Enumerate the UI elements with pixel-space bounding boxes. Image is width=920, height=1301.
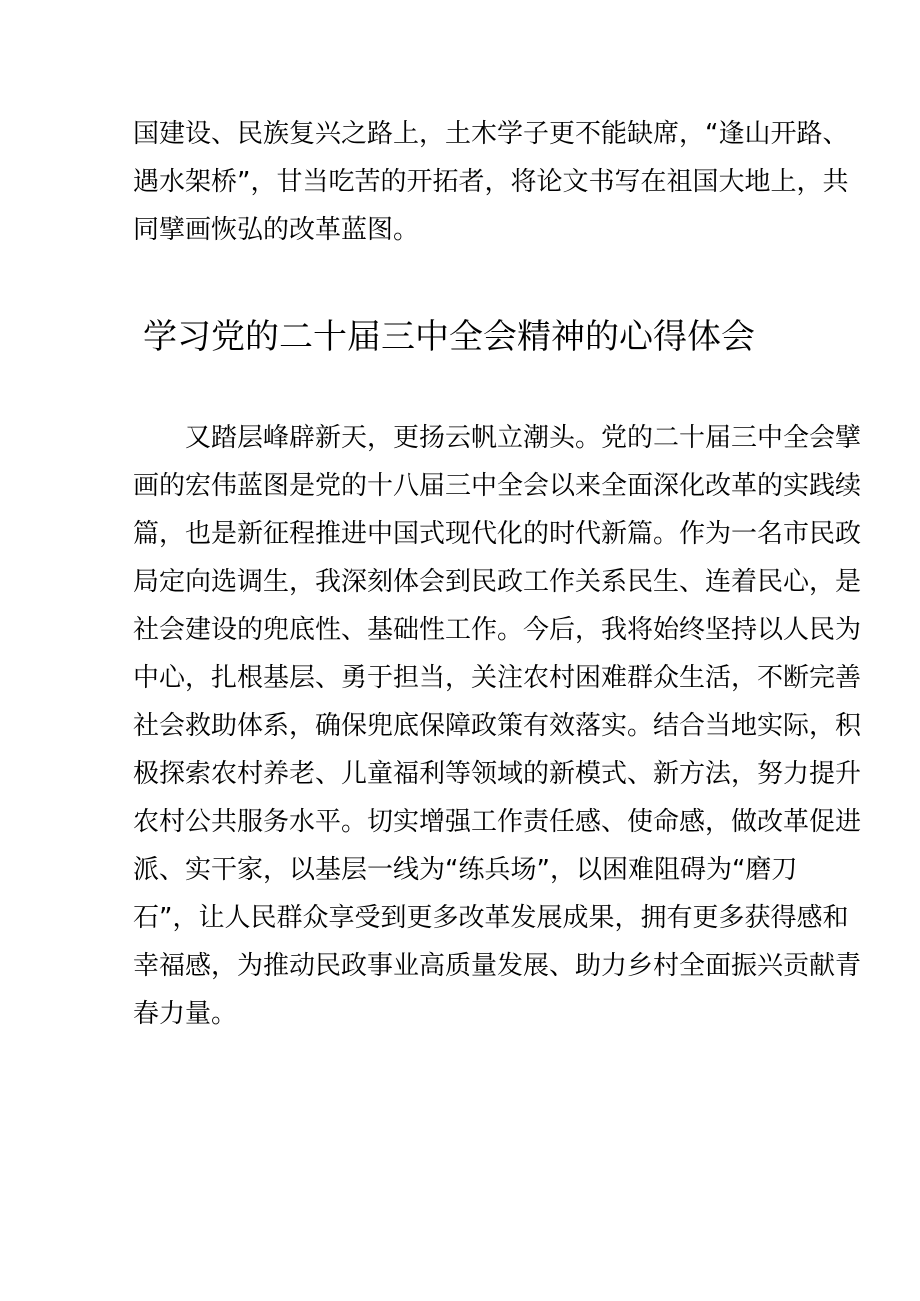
paragraph-line: 局定向选调生，我深刻体会到民政工作关系民生、连着民心，是 [133,567,862,597]
paragraph-line: 遇水架桥”，甘当吃苦的开拓者，将论文书写在祖国大地上，共 [133,167,849,197]
paragraph-line: 派、实干家，以基层一线为“练兵场”，以困难阻碍为“磨刀 [133,855,798,885]
intro-paragraph [133,110,849,254]
paragraph-line: 又踏层峰辟新天，更扬云帆立潮头。党的二十届三中全会擘 [185,423,862,453]
paragraph-line: 农村公共服务水平。切实增强工作责任感、使命感，做改革促进 [133,807,862,837]
paragraph-line: 画的宏伟蓝图是党的十八届三中全会以来全面深化改革的实践续 [133,471,862,501]
paragraph-line: 国建设、民族复兴之路上，土木学子更不能缺席，“逢山开路、 [133,119,849,149]
paragraph-line: 社会救助体系，确保兜底保障政策有效落实。结合当地实际，积 [133,711,862,741]
paragraph-line: 社会建设的兜底性、基础性工作。今后，我将始终坚持以人民为 [133,615,862,645]
paragraph-line: 中心，扎根基层、勇于担当，关注农村困难群众生活，不断完善 [133,663,862,693]
paragraph-line: 篇，也是新征程推进中国式现代化的时代新篇。作为一名市民政 [133,519,862,549]
paragraph-line: 极探索农村养老、儿童福利等领域的新模式、新方法，努力提升 [133,759,862,789]
paragraph-line: 春力量。 [133,999,238,1029]
body-paragraph [133,414,862,1038]
paragraph-line: 同擘画恢弘的改革蓝图。 [133,215,420,245]
section-title: 学习党的二十届三中全会精神的心得体会 [143,317,755,357]
paragraph-line: 石”，让人民群众享受到更多改革发展成果，拥有更多获得感和 [133,903,849,933]
paragraph-line: 幸福感，为推动民政事业高质量发展、助力乡村全面振兴贡献青 [133,951,862,981]
